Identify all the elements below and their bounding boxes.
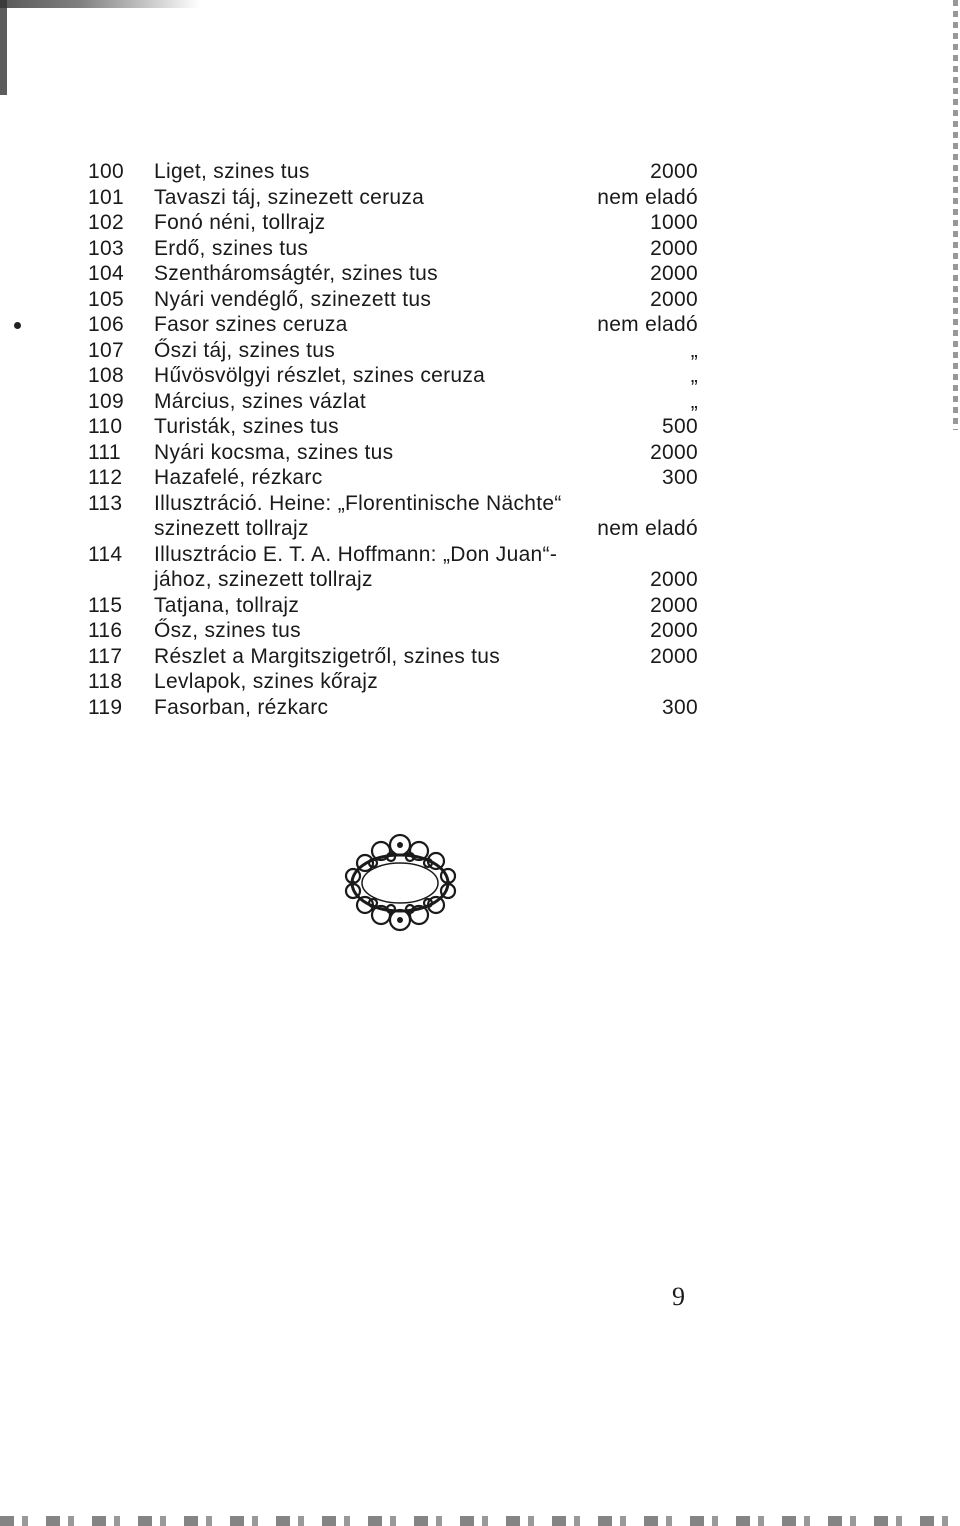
entry-title: Szentháromságtér, szines tus xyxy=(154,262,438,285)
entry-title: Fasorban, rézkarc xyxy=(154,695,329,719)
entry-price: 500 xyxy=(662,415,698,438)
entry-number: 106 xyxy=(88,313,124,336)
entry-title: Nyári kocsma, szines tus xyxy=(154,440,394,464)
entry-title: Március, szines vázlat xyxy=(154,389,366,413)
entry-price: 2000 xyxy=(650,262,698,285)
entry-price: „ xyxy=(690,338,698,362)
entry-price: nem eladó xyxy=(597,185,698,209)
catalog-entry xyxy=(88,261,698,287)
entry-number: 113 xyxy=(88,491,123,515)
catalog-entry xyxy=(88,159,698,185)
entry-price: 1000 xyxy=(650,211,698,234)
catalog-entry xyxy=(88,542,698,568)
scan-edge-left xyxy=(0,0,7,95)
entry-title: Turisták, szines tus xyxy=(154,415,339,438)
entry-price: 2000 xyxy=(650,287,698,311)
catalog-entry xyxy=(88,236,698,262)
entry-number: 109 xyxy=(88,389,124,413)
entry-title: Tavaszi táj, szinezett ceruza xyxy=(154,185,425,209)
entry-number: 105 xyxy=(88,287,124,311)
entry-price: 2000 xyxy=(650,619,698,642)
entry-number: 108 xyxy=(88,364,124,387)
bubble-wreath-ornament xyxy=(333,833,468,933)
catalog-entry xyxy=(88,414,698,440)
entry-title: szinezett tollrajz xyxy=(154,517,309,540)
entry-price: 300 xyxy=(662,466,698,489)
catalog-entry xyxy=(88,669,698,695)
entry-title: Liget, szines tus xyxy=(154,160,310,183)
entry-title: Illusztrácio E. T. A. Hoffmann: „Don Juan“- xyxy=(154,542,558,566)
entry-number: 101 xyxy=(88,185,124,209)
catalog-entry xyxy=(88,389,698,415)
entry-number: 102 xyxy=(88,211,124,234)
entry-price: 2000 xyxy=(650,644,698,668)
entry-number: 111 xyxy=(88,440,121,464)
catalog-entry xyxy=(88,338,698,364)
catalog-entry xyxy=(88,593,698,619)
entry-number: 110 xyxy=(88,415,123,438)
entry-price: nem eladó xyxy=(597,313,698,336)
entry-number: 112 xyxy=(88,466,123,489)
entry-number: 117 xyxy=(88,644,123,668)
entry-title: Illusztráció. Heine: „Florentinische Nächte“ xyxy=(154,491,562,515)
catalog-entry xyxy=(88,695,698,721)
catalog-entry xyxy=(88,440,698,466)
catalog-entry-continuation xyxy=(88,567,698,593)
entry-title: Tatjana, tollrajz xyxy=(154,593,300,617)
entry-number: 115 xyxy=(88,593,123,617)
catalog-list xyxy=(88,159,698,720)
entry-title: Hazafelé, rézkarc xyxy=(154,466,323,489)
scan-edge-bottom xyxy=(0,1516,960,1526)
entry-number: 118 xyxy=(88,670,123,693)
catalog-entry xyxy=(88,618,698,644)
catalog-entry xyxy=(88,491,698,517)
entry-number: 107 xyxy=(88,338,124,362)
catalog-entry xyxy=(88,644,698,670)
catalog-entry xyxy=(88,287,698,313)
entry-title: Hűvösvölgyi részlet, szines ceruza xyxy=(154,364,486,387)
page-number: 9 xyxy=(672,1282,685,1311)
entry-price: 300 xyxy=(662,695,698,719)
entry-price: 2000 xyxy=(650,160,698,183)
entry-number: 100 xyxy=(88,160,124,183)
catalog-entry xyxy=(88,363,698,389)
catalog-entry xyxy=(88,312,698,338)
catalog-entry xyxy=(88,465,698,491)
entry-price: „ xyxy=(690,364,698,387)
entry-title: Őszi táj, szines tus xyxy=(154,338,336,362)
entry-number: 119 xyxy=(88,695,123,719)
scan-edge-right xyxy=(953,0,958,430)
margin-dot xyxy=(14,322,21,329)
entry-number: 114 xyxy=(88,542,123,566)
entry-title: Erdő, szines tus xyxy=(154,236,309,260)
entry-price: 2000 xyxy=(650,236,698,260)
entry-price: „ xyxy=(690,389,698,413)
entry-price: 2000 xyxy=(650,568,698,591)
entry-price: 2000 xyxy=(650,593,698,617)
entry-title: Részlet a Margitszigetről, szines tus xyxy=(154,644,501,668)
entry-title: Ősz, szines tus xyxy=(154,619,301,642)
entry-title: Fonó néni, tollrajz xyxy=(154,211,326,234)
entry-number: 116 xyxy=(88,619,123,642)
entry-number: 104 xyxy=(88,262,124,285)
catalog-entry xyxy=(88,185,698,211)
catalog-entry-continuation xyxy=(88,516,698,542)
entry-number: 103 xyxy=(88,236,124,260)
entry-price: 2000 xyxy=(650,440,698,464)
entry-price: nem eladó xyxy=(597,517,698,540)
entry-title: Fasor szines ceruza xyxy=(154,313,348,336)
entry-title: Levlapok, szines kőrajz xyxy=(154,670,379,693)
entry-title: Nyári vendéglő, szinezett tus xyxy=(154,287,432,311)
scan-edge-top xyxy=(0,0,200,8)
catalog-entry xyxy=(88,210,698,236)
entry-title: jához, szinezett tollrajz xyxy=(154,568,373,591)
